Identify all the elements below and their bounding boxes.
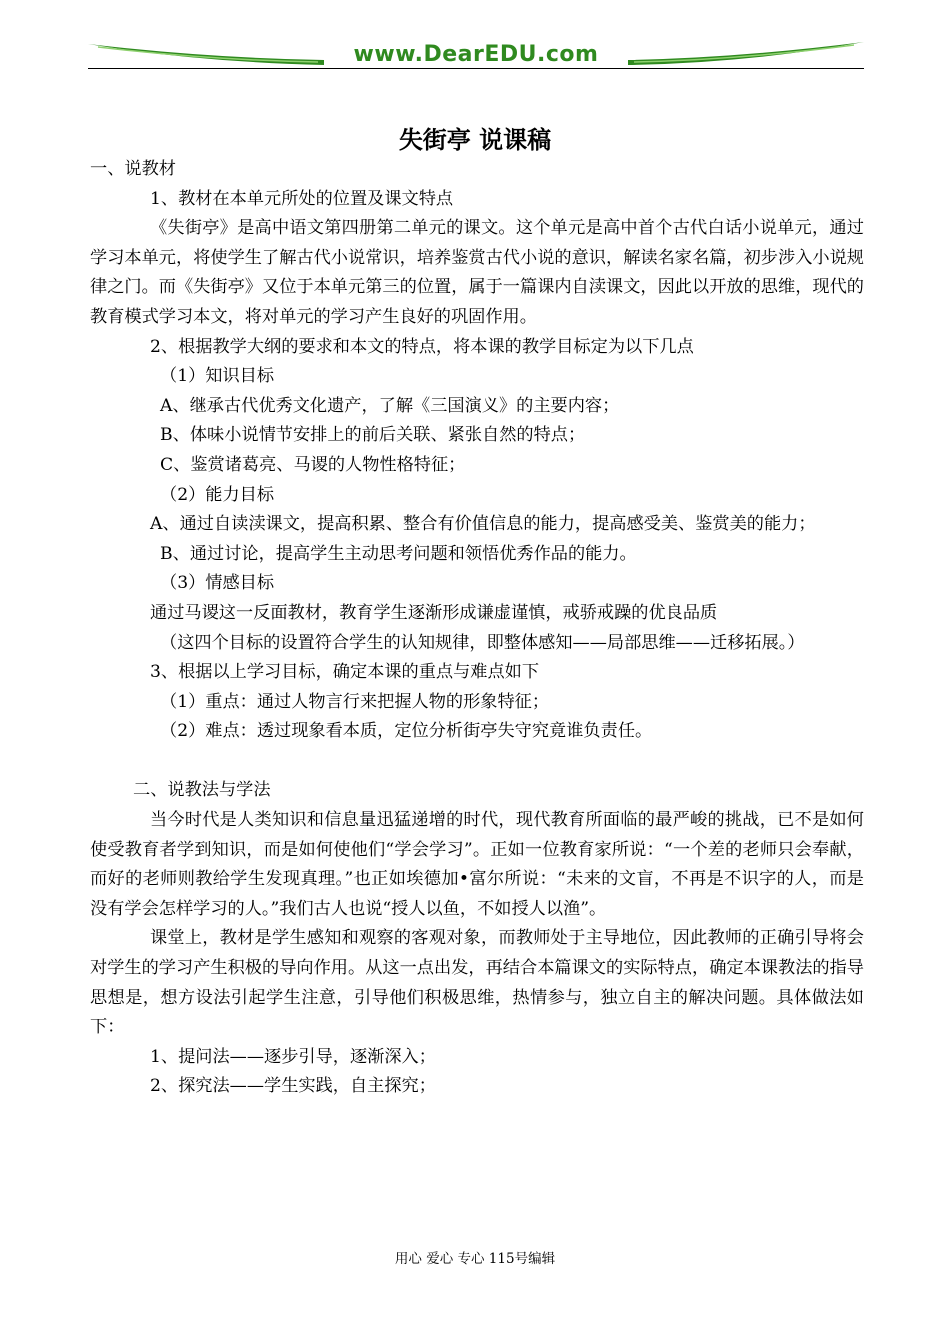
- methods-paragraph-1: 当今时代是人类知识和信息量迅猛递增的时代，现代教育所面临的最严峻的挑战，已不是如何使受教育者学到知识，而是如何使他们“学会学习”。正如一位教育家所说：“一个差的老师只会奉献，而好的老师则教给学生发现真理。”也正如埃德加•富尔所说：“未来的文盲，不再是不识字的人，而是没有学会怎样学习的人。”我们古人也说“授人以鱼，不如授人以渔”。: [90, 810, 864, 919]
- objective-knowledge-c: C、鉴赏诸葛亮、马谡的人物性格特征；: [160, 454, 466, 475]
- objective-knowledge-a: A、继承古代优秀文化遗产，了解《三国演义》的主要内容；: [160, 395, 620, 416]
- objective-ability-a: A、通过自读渎课文，提高积累、整合有价值信息的能力，提高感受美、鉴赏美的能力；: [150, 514, 816, 535]
- method-item-inquiry: 2、探究法——学生实践，自主探究；: [150, 1076, 436, 1097]
- site-header-banner: [88, 36, 864, 70]
- header-divider: [88, 68, 864, 69]
- page-footer: 用心 爱心 专心 115号编辑: [394, 1251, 556, 1267]
- site-logo-text[interactable]: www.DearEDU.com: [353, 42, 599, 67]
- objective-ability-title: （2）能力目标: [160, 484, 275, 505]
- objective-emotion-title: （3）情感目标: [160, 573, 275, 594]
- objective-ability-b: B、通过讨论，提高学生主动思考问题和领悟优秀作品的能力。: [160, 543, 637, 564]
- paragraph-text-features: 《失街亭》是高中语文第四册第二单元的课文。这个单元是高中首个古代白话小说单元，通过学习本单元，将使学生了解古代小说常识，培养鉴赏古代小说的意识，解读名家名篇，初步涉入小说规律之门。而《失街亭》又位于本单元第三的位置，属于一篇课内自渎课文，因此以开放的思维，现代的教育模式学习本文，将对单元的学习产生良好的巩固作用。: [90, 218, 864, 327]
- objective-emotion-text: 通过马谡这一反面教材，教育学生逐渐形成谦虚谨慎，戒骄戒躁的优良品质: [150, 602, 718, 623]
- key-point-text: （1）重点：通过人物言行来把握人物的形象特征；: [160, 691, 550, 712]
- objectives-note: （这四个目标的设置符合学生的认知规律，即整体感知——局部思维——迁移拓展。）: [160, 632, 805, 653]
- subsection-title-objectives: 2、根据教学大纲的要求和本文的特点，将本课的教学目标定为以下几点: [150, 336, 694, 357]
- section-heading-methods: 二、说教法与学法: [133, 780, 271, 801]
- methods-paragraph-2: 课堂上，教材是学生感知和观察的客观对象，而教师处于主导地位，因此教师的正确引导将会对学生的学习产生积极的导向作用。从这一点出发，再结合本篇课文的实际特点，确定本课教法的指导思想是，想方设法引起学生注意，引导他们积极思维，热情参与，独立自主的解决问题。具体做法如下：: [90, 928, 864, 1038]
- method-item-questioning: 1、提问法——逐步引导，逐渐深入；: [150, 1046, 436, 1067]
- objective-knowledge-title: （1）知识目标: [160, 366, 275, 387]
- subsection-title-key-points: 3、根据以上学习目标，确定本课的重点与难点如下: [150, 662, 540, 683]
- blank-line: [90, 747, 864, 777]
- difficulty-text: （2）难点：透过现象看本质，定位分析街亭失守究竟谁负责任。: [160, 721, 653, 742]
- objective-knowledge-b: B、体味小说情节安排上的前后关联、紧张自然的特点；: [160, 425, 586, 446]
- document-title: 失街亭 说课稿: [398, 126, 552, 154]
- subsection-title-position: 1、教材在本单元所处的位置及课文特点: [150, 188, 454, 209]
- section-heading-teaching-material: 一、说教材: [90, 159, 176, 179]
- document-body: [90, 155, 864, 1102]
